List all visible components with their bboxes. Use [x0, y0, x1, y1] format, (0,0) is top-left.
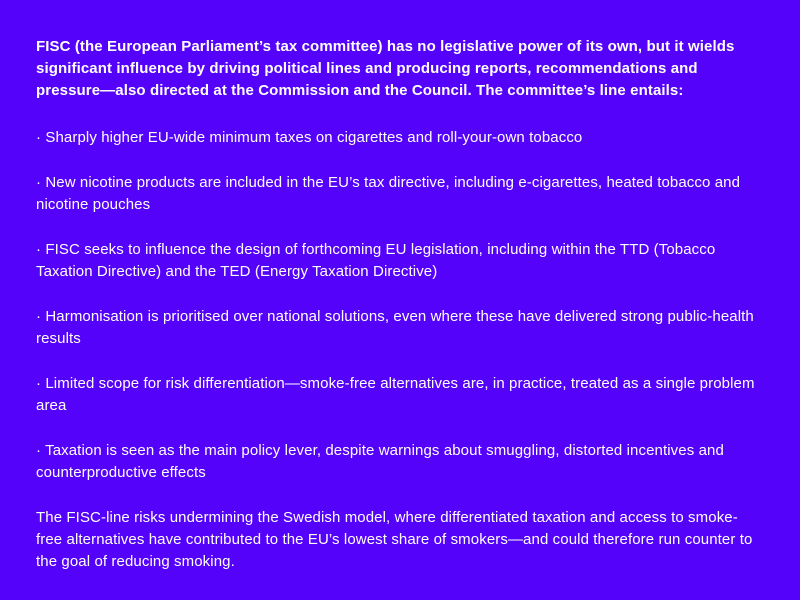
bullet-item-new-nicotine-products: · New nicotine products are included in the EU’s tax directive, including e-cigarettes, heated tobacco and nicotine pouches: [36, 174, 741, 213]
bullet-item-risk-differentiation: · Limited scope for risk differentiation—smoke-free alternatives are, in practice, treated as a single problem area: [36, 375, 755, 414]
bullet-item-harmonisation: · Harmonisation is prioritised over national solutions, even where these have delivered strong public-health results: [36, 308, 754, 347]
bullet-item-min-taxes: · Sharply higher EU-wide minimum taxes on cigarettes and roll-your-own tobacco: [36, 129, 583, 146]
bullet-item-eu-legislation: · FISC seeks to influence the design of forthcoming EU legislation, including within the TTD (Tobacco Taxation Directive) and the TED (Energy Taxation Directive): [36, 241, 716, 280]
closing-paragraph: The FISC-line risks undermining the Swedish model, where differentiated taxation and access to smoke-free alternatives have contributed to the EU’s lowest share of smokers—and could therefore run counter to the goal of reducing smoking.: [36, 509, 753, 570]
bullet-item-taxation-policy-lever: · Taxation is seen as the main policy lever, despite warnings about smuggling, distorted incentives and counterproductive effects: [36, 442, 724, 481]
intro-paragraph: FISC (the European Parliament’s tax committee) has no legislative power of its own, but it wields significant influence by driving political lines and producing reports, recommendations and pressure—also directed at the Commission and the Council. The committee’s line entails:: [36, 38, 735, 99]
